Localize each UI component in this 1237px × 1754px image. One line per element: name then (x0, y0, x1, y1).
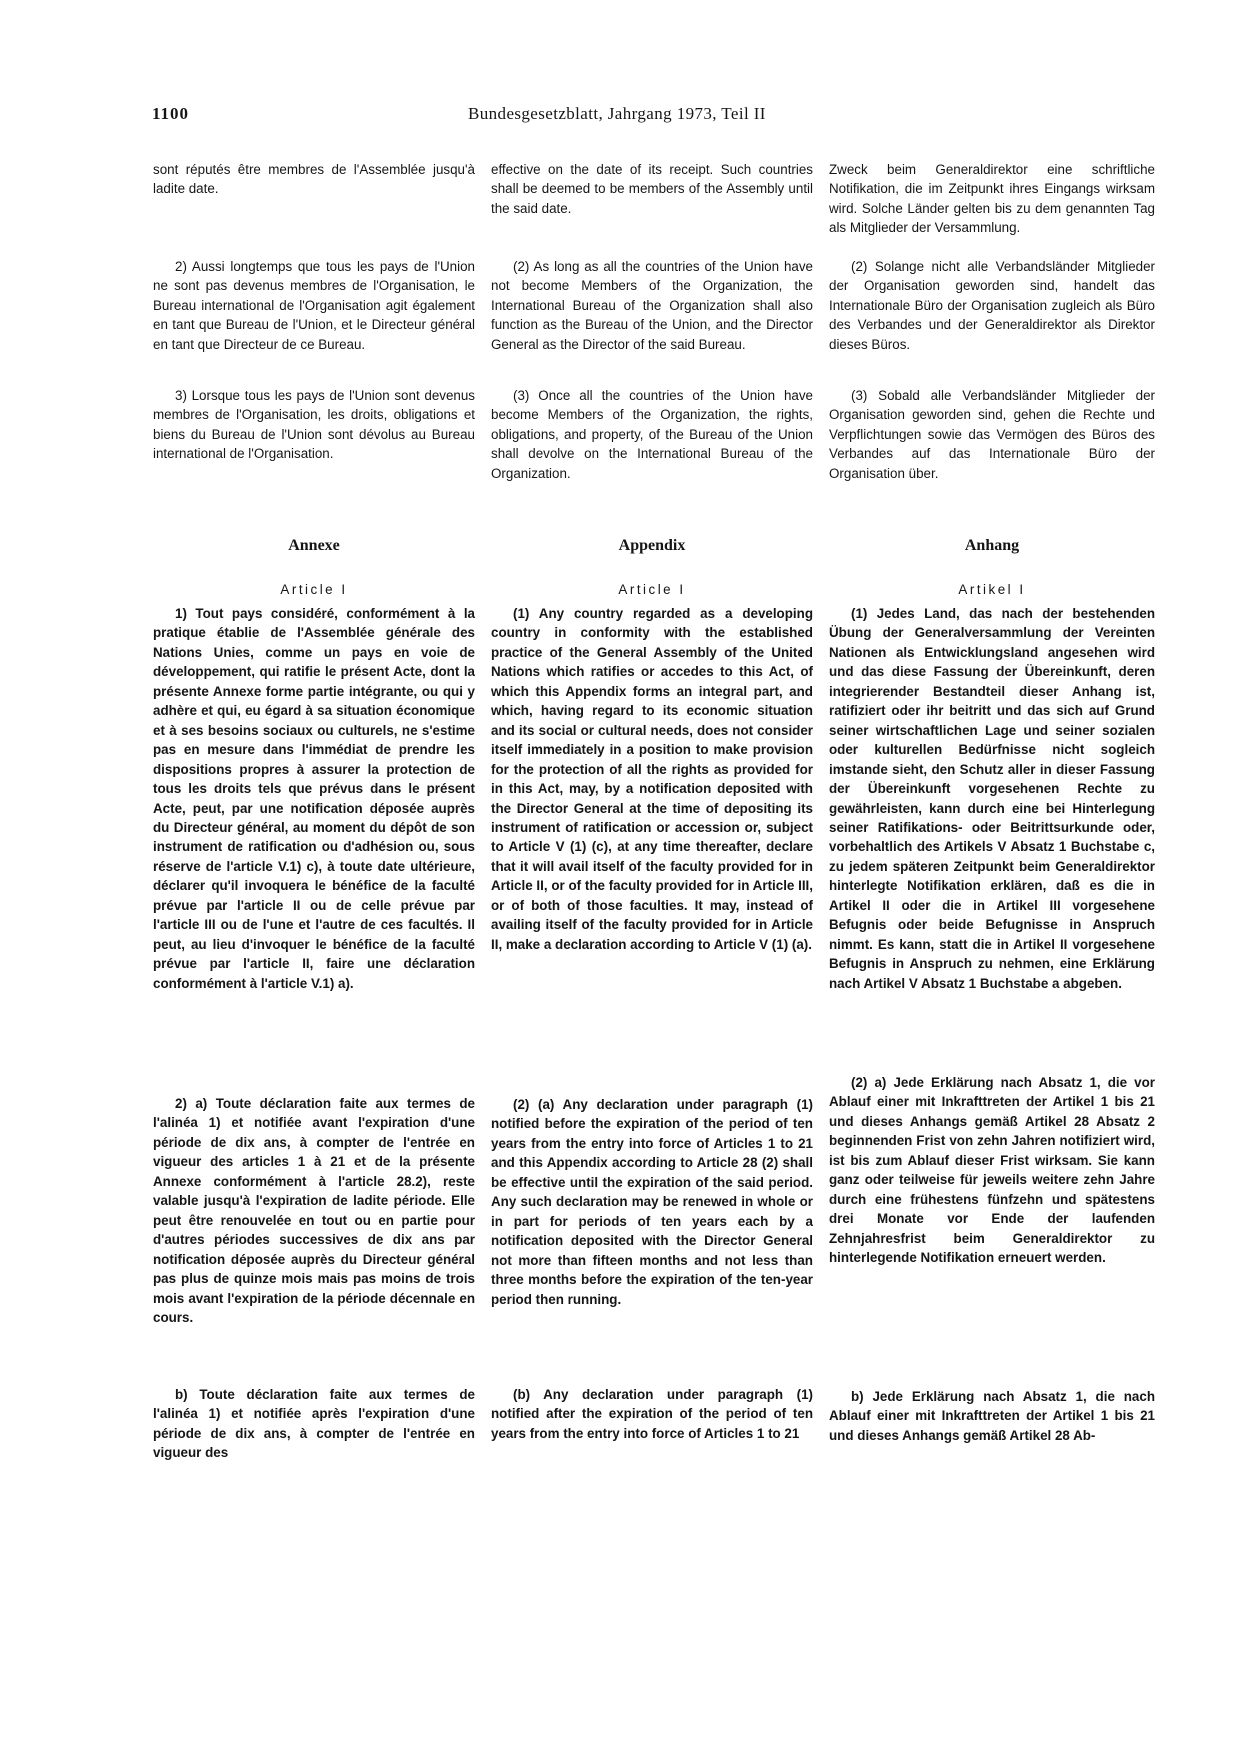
de-paragraph-3: (3) Sobald alle Verbandsländer Mitglieder der Organisation geworden sind, gehen die Rechte und Verpflichtungen sowie das Vermögen des Büros des Verbandes auf das Internationale Büro der Organisation über. (829, 388, 1155, 481)
de-article-1-paragraph-1: (1) Jedes Land, das nach der bestehenden Übung der Generalversammlung der Vereinten Nationen als Entwicklungsland angesehen wird und das diese Fassung der Übereinkunft, deren integrierender Bestandteil dieser Anhang ist, ratifiziert oder ihr beitritt und das sich auf Grund seiner wirtschaftlichen Lage und seiner sozialen oder kulturellen Bedürfnisse nicht sogleich imstande sieht, den Schutz aller in dieser Fassung der Übereinkunft vorgesehenen Rechte zu gewährleisten, kann durch eine bei Hinterlegung seiner Ratifikations- oder Beitrittsurkunde oder, vorbehaltlich des Artikels V Absatz 1 Buchstabe c, zu jedem späteren Zeitpunkt beim Generaldirektor hinterlegte Notifikation erklären, daß es die in Artikel II oder die in Artikel III vorgesehene Befugnis oder beide Befugnisse in Anspruch nimmt. Es kann, statt die in Artikel II vorgesehene Befugnis in Anspruch zu nehmen, eine Erklärung nach Artikel V Absatz 1 Buchstabe a abgeben. (829, 606, 1155, 991)
en-paragraph-2: (2) As long as all the countries of the Union have not become Members of the Organization, the International Bureau of the Organization shall also function as the Bureau of the Union, and the Director General as the Director of the said Bureau. (491, 259, 813, 352)
fr-article-1-paragraph-2a: 2) a) Toute déclaration faite aux termes de l'alinéa 1) et notifiée avant l'expiration d'une période de dix ans, à compter de l'entrée en vigueur des articles 1 à 21 et de la présente Annexe conformément à l'article 28.2), reste valable jusqu'à l'expiration de ladite période. Elle peut être renouvelée en tout ou en partie pour d'autres périodes successives de dix ans par notification déposée auprès du Directeur général pas plus de quinze mois mais pas moins de trois mois avant l'expiration de la période décennale en cours. (153, 1096, 475, 1325)
de-paragraph-top: Zweck beim Generaldirektor eine schriftliche Notifikation, die im Zeitpunkt ihres Eingangs wirksam wird. Solche Länder gelten bis zu dem genannten Tag als Mitglieder der Versammlung. (829, 162, 1155, 236)
de-paragraph-2: (2) Solange nicht alle Verbandsländer Mitglieder der Organisation geworden sind, handelt das Internationale Büro der Organisation zugleich als Büro des Verbandes und der Generaldirektor als Direktor dieses Büros. (829, 259, 1155, 352)
german-column (829, 160, 1155, 1720)
page-number: 1100 (152, 104, 190, 123)
running-title: Bundesgesetzblatt, Jahrgang 1973, Teil II (468, 104, 766, 123)
fr-paragraph-top: sont réputés être membres de l'Assemblée jusqu'à ladite date. (153, 162, 475, 197)
fr-annex-heading: Annexe (288, 537, 340, 554)
en-article-1-paragraph-2b: (b) Any declaration under paragraph (1) notified after the expiration of the period of ten years from the entry into force of Articles 1 to 21 (491, 1387, 813, 1441)
de-article-1-paragraph-2b: b) Jede Erklärung nach Absatz 1, die nach Ablauf einer mit Inkrafttreten der Artikel 1 bis 21 und dieses Anhangs gemäß Artikel 28 Ab- (829, 1389, 1155, 1443)
en-appendix-heading: Appendix (618, 537, 686, 554)
english-column (491, 160, 813, 1720)
page-header (152, 104, 872, 128)
en-paragraph-top: effective on the date of its receipt. Such countries shall be deemed to be members of the Assembly until the said date. (491, 162, 813, 216)
fr-article-1-paragraph-2b: b) Toute déclaration faite aux termes de l'alinéa 1) et notifiée après l'expiration d'une période de dix ans, à compter de l'entrée en vigueur des (153, 1387, 475, 1461)
en-paragraph-3: (3) Once all the countries of the Union have become Members of the Organization, the rights, obligations, and property, of the Bureau of the Union shall devolve on the International Bureau of the Organization. (491, 388, 813, 481)
en-article-heading: Article I (618, 582, 686, 597)
fr-article-heading: Article I (280, 582, 348, 597)
de-article-1-paragraph-2a: (2) a) Jede Erklärung nach Absatz 1, die vor Ablauf einer mit Inkrafttreten der Artikel 1 bis 21 und dieses Anhangs gemäß Artikel 28 Absatz 2 beginnenden Frist von zehn Jahren notifiziert wird, ist bis zum Ablauf dieser Frist wirksam. Sie kann ganz oder teilweise für jeweils weitere zehn Jahre durch eine frühestens fünfzehn und spätestens drei Monate vor Ende der laufenden Zehnjahresfrist beim Generaldirektor zu hinterlegende Notifikation erneuert werden. (829, 1075, 1155, 1266)
french-column (153, 160, 475, 1720)
de-anhang-heading: Anhang (964, 537, 1020, 554)
fr-paragraph-2: 2) Aussi longtemps que tous les pays de l'Union ne sont pas devenus membres de l'Organisation, le Bureau international de l'Organisation agit également en tant que Bureau de l'Union, et le Directeur général en tant que Directeur de ce Bureau. (153, 259, 475, 352)
de-article-heading: Artikel I (958, 582, 1026, 597)
en-article-1-paragraph-1: (1) Any country regarded as a developing country in conformity with the established practice of the General Assembly of the United Nations which ratifies or accedes to this Act, of which this Appendix forms an integral part, and which, having regard to its economic situation and its social or cultural needs, does not consider itself immediately in a position to make provision for the protection of all the rights as provided for in this Act, may, by a notification deposited with the Director General at the time of depositing its instrument of ratification or accession or, subject to Article V (1) (c), at any time thereafter, declare that it will avail itself of the faculty provided for in Article II, or of the faculty provided for in Article III, or of both of those faculties. It may, instead of availing itself of the faculty provided for in Article II, make a declaration according to Article V (1) (a). (491, 606, 813, 952)
fr-paragraph-3: 3) Lorsque tous les pays de l'Union sont devenus membres de l'Organisation, les droits, obligations et biens du Bureau de l'Union sont dévolus au Bureau international de l'Organisation. (153, 388, 475, 462)
en-article-1-paragraph-2a: (2) (a) Any declaration under paragraph (1) notified before the expiration of the period of ten years from the entry into force of Articles 1 to 21 and this Appendix according to Article 28 (2) shall be effective until the expiration of the said period. Any such declaration may be renewed in whole or in part for periods of ten years each by a notification deposited with the Director General not more than fifteen months and not less than three months before the expiration of the ten-year period then running. (491, 1097, 813, 1307)
fr-article-1-paragraph-1: 1) Tout pays considéré, conformément à la pratique établie de l'Assemblée générale des Nations Unies, comme un pays en voie de développement, qui ratifie le présent Acte, dont la présente Annexe forme partie intégrante, ou qui y adhère et qui, eu égard à sa situation économique et à ses besoins sociaux ou culturels, ne s'estime pas en mesure dans l'immédiat de prendre les dispositions propres à assurer la protection de tous les droits tels que prévus dans le présent Acte, peut, par une notification déposée auprès du Directeur général, au moment du dépôt de son instrument de ratification ou d'adhésion ou, sous réserve de l'article V.1) c), à toute date ultérieure, déclarer qu'il invoquera le bénéfice de la faculté prévue par l'article II ou de celle prévue par l'article III ou de l'une et l'autre de ces facultés. Il peut, au lieu d'invoquer le bénéfice de la faculté prévue par l'article II, faire une déclaration conformément à l'article V.1) a). (153, 606, 475, 991)
